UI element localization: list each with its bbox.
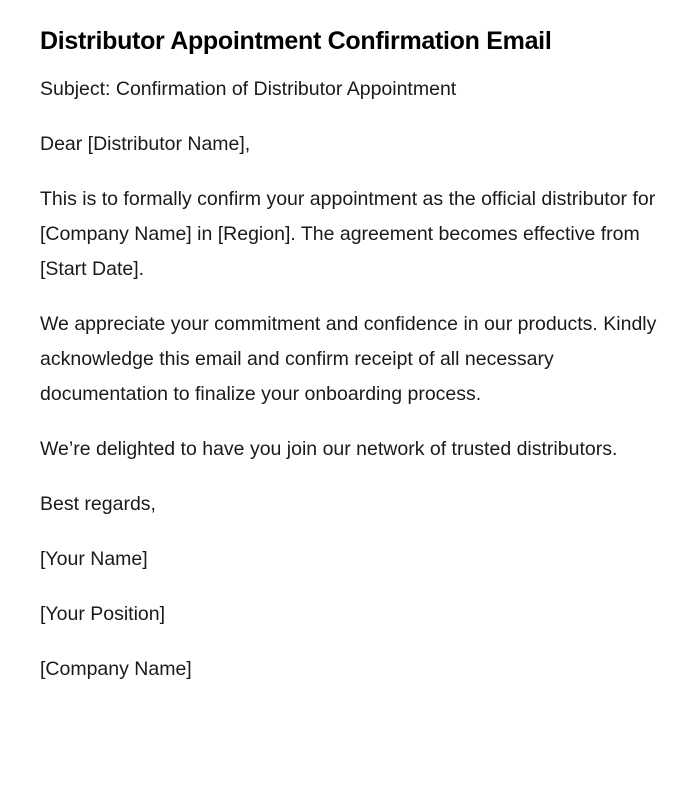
email-closing: Best regards, (40, 493, 156, 515)
signature-name: [Your Name] (40, 548, 148, 570)
body-paragraph-acknowledgement: We appreciate your commitment and confidence in our products. Kindly acknowledge this email and confirm receipt of all necessary documentation to finalize your onboarding process. (40, 313, 657, 405)
document-title: Distributor Appointment Confirmation Email (40, 27, 552, 55)
signature-company: [Company Name] (40, 658, 192, 680)
signature-position: [Your Position] (40, 603, 166, 625)
body-paragraph-welcome: We’re delighted to have you join our network of trusted distributors. (40, 438, 618, 460)
email-subject: Subject: Confirmation of Distributor Appointment (40, 78, 457, 100)
email-greeting: Dear [Distributor Name], (40, 133, 251, 155)
body-paragraph-confirmation: This is to formally confirm your appointment as the official distributor for [Company Name] in [Region]. The agreement becomes effective from [Start Date]. (40, 188, 656, 280)
